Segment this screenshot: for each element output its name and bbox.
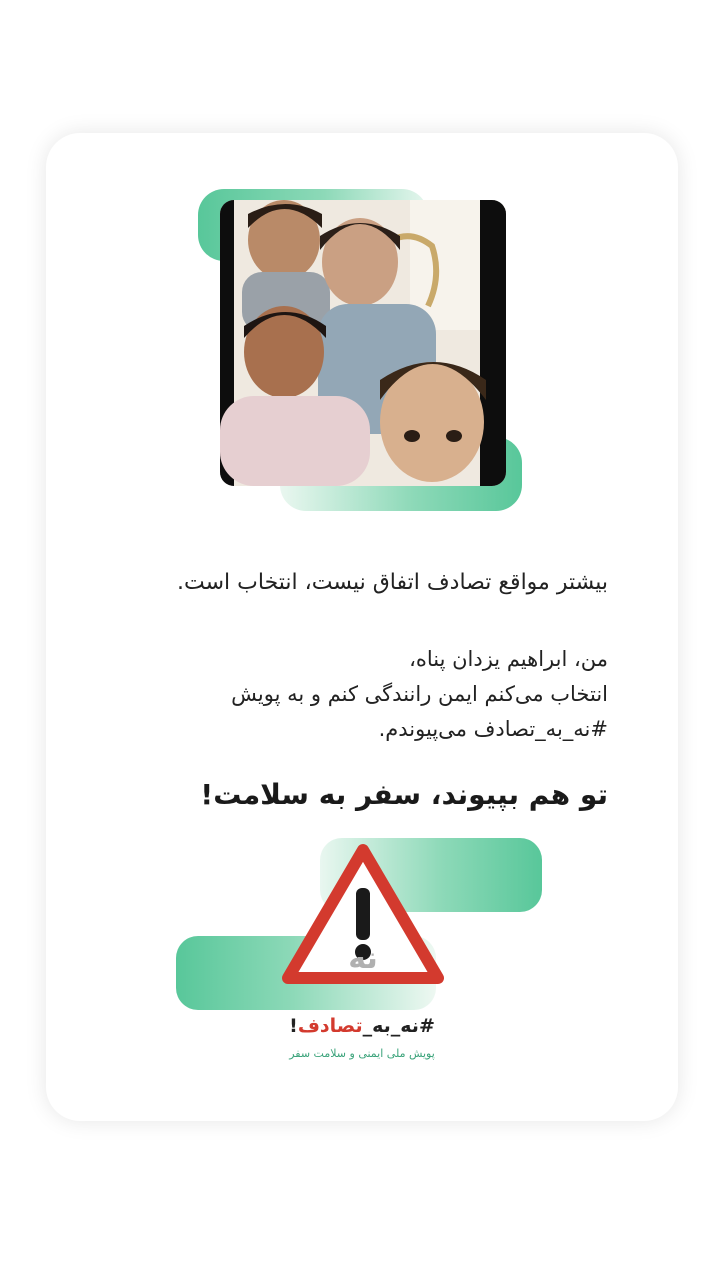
warning-triangle-icon bbox=[278, 838, 448, 1008]
statement-line: بیشتر مواقع تصادف اتفاق نیست، انتخاب است. bbox=[177, 570, 608, 595]
hashtag-part-3: ! bbox=[289, 1015, 298, 1037]
hashtag-part-1: #نه_به_ bbox=[362, 1015, 435, 1037]
hashtag-part-2: تصادف bbox=[297, 1015, 363, 1037]
campaign-hashtag bbox=[284, 1015, 440, 1037]
triangle-word: نه bbox=[348, 941, 378, 976]
pledge-line-2: انتخاب می‌کنم ایمن رانندگی کنم و به پویش bbox=[231, 682, 608, 706]
family-photo bbox=[220, 200, 506, 486]
campaign-subtitle: پویش ملی ایمنی و سلامت سفر bbox=[289, 1047, 435, 1060]
pledge-paragraph bbox=[231, 642, 608, 747]
photo-illustration bbox=[220, 200, 506, 486]
headline: تو هم بپیوند، سفر به سلامت! bbox=[200, 778, 608, 811]
pledge-line-3: #نه_به_تصادف می‌پیوندم. bbox=[378, 717, 608, 741]
pledge-line-1: من، ابراهیم یزدان پناه، bbox=[409, 647, 608, 671]
